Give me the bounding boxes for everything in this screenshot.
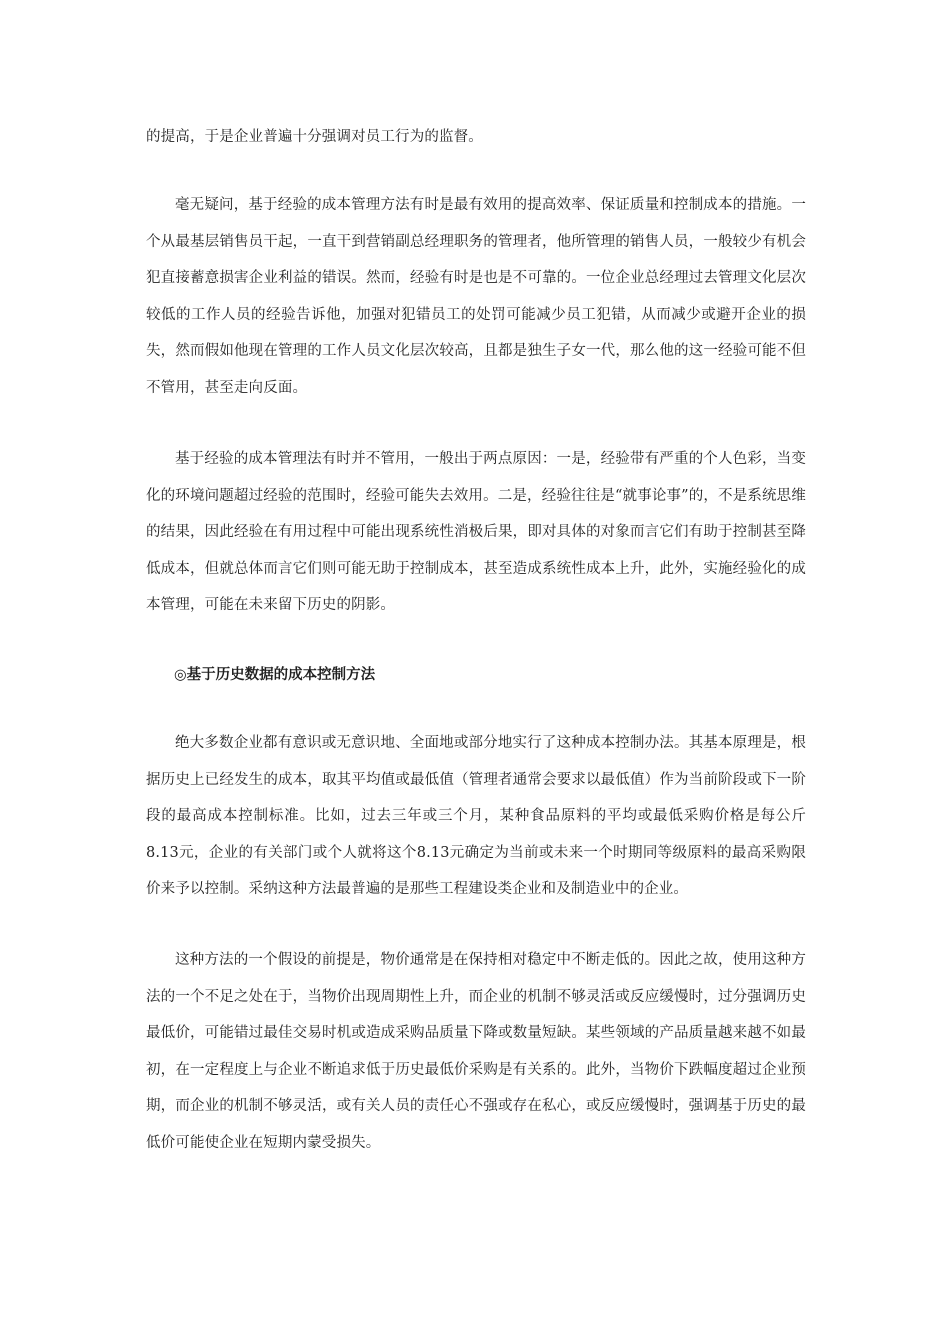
paragraph-historical-data: 绝大多数企业都有意识或无意识地、全面地或部分地实行了这种成本控制办法。其基本原理是，根据历史上已经发生的成本，取其平均值或最低值（管理者通常会要求以最低值）作为当前阶段或下一阶段的最高成本控制标准。比如，过去三年或三个月，某种食品原料的平均或最低采购价格是每公斤8.13元，企业的有关部门或个人就将这个8.13元确定为当前或未来一个时期同等级原料的最高采购限价来予以控制。采纳这种方法最普遍的是那些工程建设类企业和及制造业中的企业。 <box>146 735 806 897</box>
section-heading: ◎基于历史数据的成本控制方法 <box>174 667 376 683</box>
paragraph-experience-effective: 毫无疑问，基于经验的成本管理方法有时是最有效用的提高效率、保证质量和控制成本的措施。一个从最基层销售员干起，一直干到营销副总经理职务的管理者，他所管理的销售人员，一般较少有机会犯直接蓄意损害企业利益的错误。然而，经验有时是也是不可靠的。一位企业总经理过去管理文化层次较低的工作人员的经验告诉他，加强对犯错员工的处罚可能减少员工犯错，从而减少或避开企业的损失，然而假如他现在管理的工作人员文化层次较高，且都是独生子女一代，那么他的这一经验可能不但不管用，甚至走向反面。 <box>146 197 806 396</box>
paragraph-experience-limits: 基于经验的成本管理法有时并不管用，一般出于两点原因：一是，经验带有严重的个人色彩，当变化的环境问题超过经验的范围时，经验可能失去效用。二是，经验往往是“就事论事”的，不是系统思维的结果，因此经验在有用过程中可能出现系统性消极后果，即对具体的对象而言它们有助于控制甚至降低成本，但就总体而言它们则可能无助于控制成本，甚至造成系统性成本上升，此外，实施经验化的成本管理，可能在未来留下历史的阴影。 <box>146 451 806 613</box>
paragraph-assumption: 这种方法的一个假设的前提是，物价通常是在保持相对稳定中不断走低的。因此之故，使用这种方法的一个不足之处在于，当物价出现周期性上升，而企业的机制不够灵活或反应缓慢时，过分强调历史最低价，可能错过最佳交易时机或造成采购品质量下降或数量短缺。某些领域的产品质量越来越不如最初，在一定程度上与企业不断追求低于历史最低价采购是有关系的。此外，当物价下跌幅度超过企业预期，而企业的机制不够灵活，或有关人员的责任心不强或存在私心，或反应缓慢时，强调基于历史的最低价可能使企业在短期内蒙受损失。 <box>146 952 806 1151</box>
paragraph-continuation: 的提高，于是企业普遍十分强调对员工行为的监督。 <box>146 129 483 145</box>
